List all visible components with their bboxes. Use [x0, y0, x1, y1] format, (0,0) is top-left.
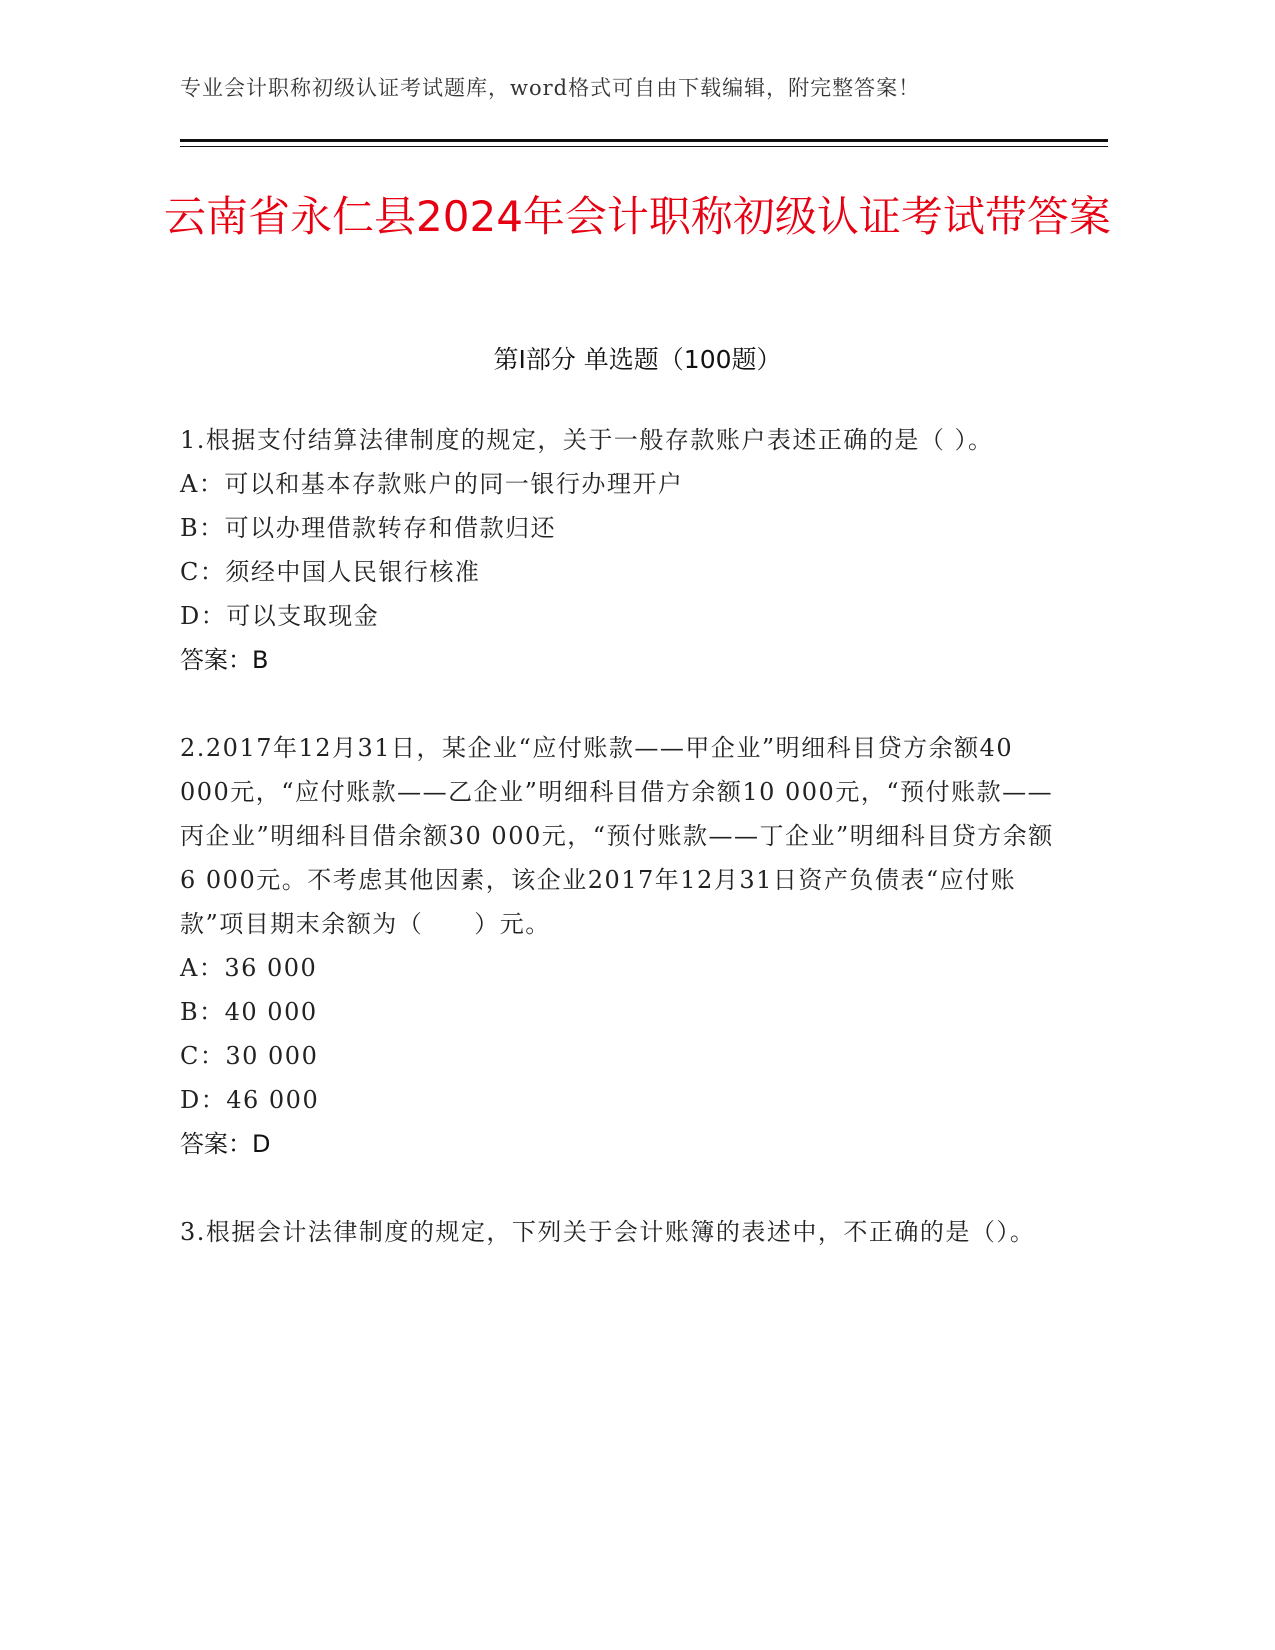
option-c: C：须经中国人民银行核准: [180, 558, 481, 586]
question-3: [180, 1210, 1060, 1254]
header-rule-thick: [180, 139, 1108, 142]
header-note: 专业会计职称初级认证考试题库，word格式可自由下载编辑，附完整答案！: [180, 76, 921, 100]
option-a: A：可以和基本存款账户的同一银行办理开户: [180, 470, 684, 498]
option-a: A：36 000: [180, 954, 318, 982]
question-stem: 2.2017年12月31日，某企业“应付账款——甲企业”明细科目贷方余额40 000元，“应付账款——乙企业”明细科目借方余额10 000元，“预付账款——丙企业”明细科目借余额30 000元，“预付账款——丁企业”明细科目贷方余额6 000元。不考虑其他因素，该企业2017年12月31日资产负债表“应付账款”项目期末余额为（ ）元。: [180, 734, 1054, 938]
document-title: 云南省永仁县2024年会计职称初级认证考试带答案: [164, 192, 1111, 241]
option-b: B：40 000: [180, 998, 318, 1026]
question-stem: 3.根据会计法律制度的规定，下列关于会计账簿的表述中，不正确的是（）。: [180, 1218, 1036, 1246]
option-d: D：46 000: [180, 1086, 320, 1114]
section-title: 第Ⅰ部分 单选题（100题）: [493, 345, 782, 374]
answer-line: 答案：B: [180, 646, 269, 674]
question-2: [180, 726, 1060, 1166]
question-list: [180, 418, 1060, 1298]
answer-line: 答案：D: [180, 1130, 271, 1158]
header-rule-thin: [180, 146, 1108, 147]
option-c: C：30 000: [180, 1042, 319, 1070]
question-1: [180, 418, 1060, 682]
option-b: B：可以办理借款转存和借款归还: [180, 514, 557, 542]
question-stem: 1.根据支付结算法律制度的规定，关于一般存款账户表述正确的是（ ）。: [180, 426, 994, 454]
option-d: D：可以支取现金: [180, 602, 380, 630]
